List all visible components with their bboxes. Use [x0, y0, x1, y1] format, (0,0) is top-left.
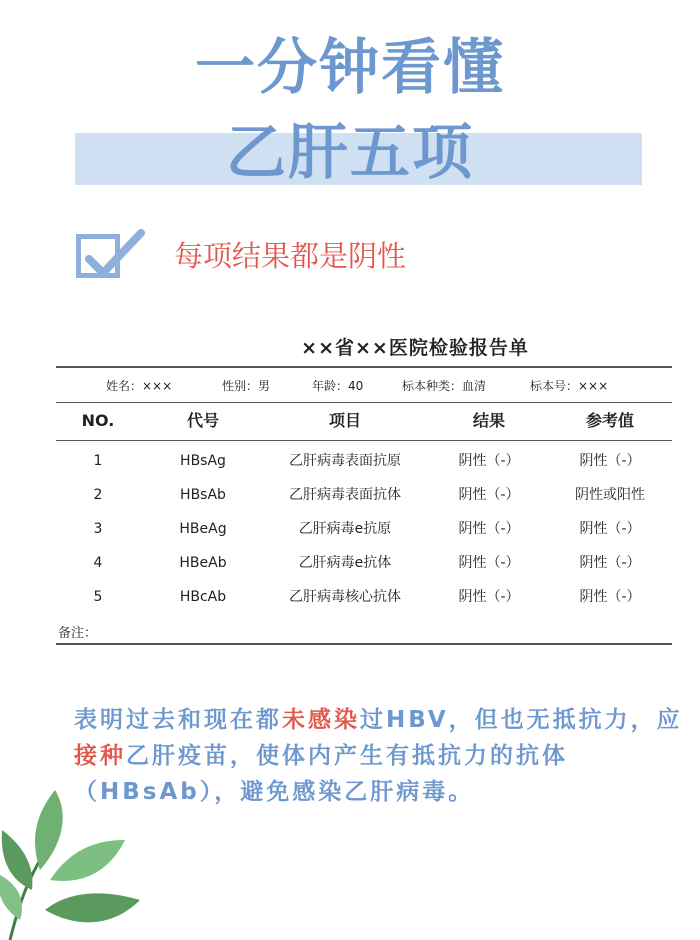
row-reference: 阴性（-） — [579, 589, 641, 605]
row-item: 乙肝病毒核心抗体 — [289, 589, 401, 605]
row-reference: 阴性（-） — [579, 555, 641, 571]
row-result: 阴性（-） — [458, 589, 520, 605]
col-header-reference: 参考值 — [585, 411, 635, 430]
row-code: HBsAg — [180, 453, 226, 469]
divider-info — [56, 402, 672, 403]
report-note: 备注： — [58, 626, 98, 641]
row-result: 阴性（-） — [458, 521, 520, 537]
row-reference: 阴性（-） — [579, 521, 641, 537]
report-title: ××省××医院检验报告单 — [301, 337, 529, 359]
page-title-line2: 乙肝五项 — [226, 118, 474, 188]
explanation-part1: 表明过去和现在都 — [74, 707, 282, 733]
leaf-decoration — [0, 790, 150, 940]
info-name: 姓名：××× — [106, 379, 173, 393]
row-code: HBeAb — [179, 555, 227, 571]
row-item: 乙肝病毒表面抗体 — [289, 487, 401, 503]
row-result: 阴性（-） — [458, 453, 520, 469]
row-no: 2 — [93, 487, 103, 503]
row-code: HBeAg — [179, 521, 227, 537]
row-result: 阴性（-） — [458, 555, 520, 571]
checkbox-checked-icon — [76, 234, 120, 278]
row-no: 4 — [93, 555, 103, 571]
row-item: 乙肝病毒e抗体 — [298, 555, 392, 571]
info-sample-no: 标本号：××× — [530, 379, 609, 393]
col-header-result: 结果 — [472, 411, 506, 430]
divider-top — [56, 366, 672, 368]
row-code: HBcAb — [179, 589, 227, 605]
row-no: 3 — [93, 521, 103, 537]
row-item: 乙肝病毒e抗原 — [298, 521, 392, 537]
row-no: 1 — [93, 453, 103, 469]
row-reference: 阴性或阳性 — [575, 487, 645, 503]
row-code: HBsAb — [180, 487, 226, 503]
row-reference: 阴性（-） — [579, 453, 641, 469]
page-title-line1: 一分钟看懂 — [195, 33, 505, 103]
explanation-part3: 乙肝疫苗，使体内产生有抵抗力的抗体（HBsAb），避免感染乙肝病毒。 — [74, 743, 568, 805]
explanation-text — [74, 702, 694, 810]
row-no: 5 — [93, 589, 103, 605]
info-age: 年龄：40 — [312, 379, 364, 393]
row-result: 阴性（-） — [458, 487, 520, 503]
info-gender: 性别：男 — [222, 379, 271, 393]
divider-header — [56, 440, 672, 441]
explanation-part2: 过HBV，但也无抵抗力，应 — [360, 707, 683, 733]
divider-bottom — [56, 643, 672, 645]
highlight-vaccinate: 接种 — [74, 743, 126, 769]
col-header-code: 代号 — [186, 411, 220, 430]
info-sample-type: 标本种类：血清 — [402, 379, 487, 393]
row-item: 乙肝病毒表面抗原 — [289, 453, 401, 469]
col-header-no: NO. — [81, 411, 115, 430]
highlight-not-infected: 未感染 — [282, 707, 360, 733]
result-summary: 每项结果都是阴性 — [174, 239, 407, 273]
col-header-item: 项目 — [328, 411, 362, 430]
